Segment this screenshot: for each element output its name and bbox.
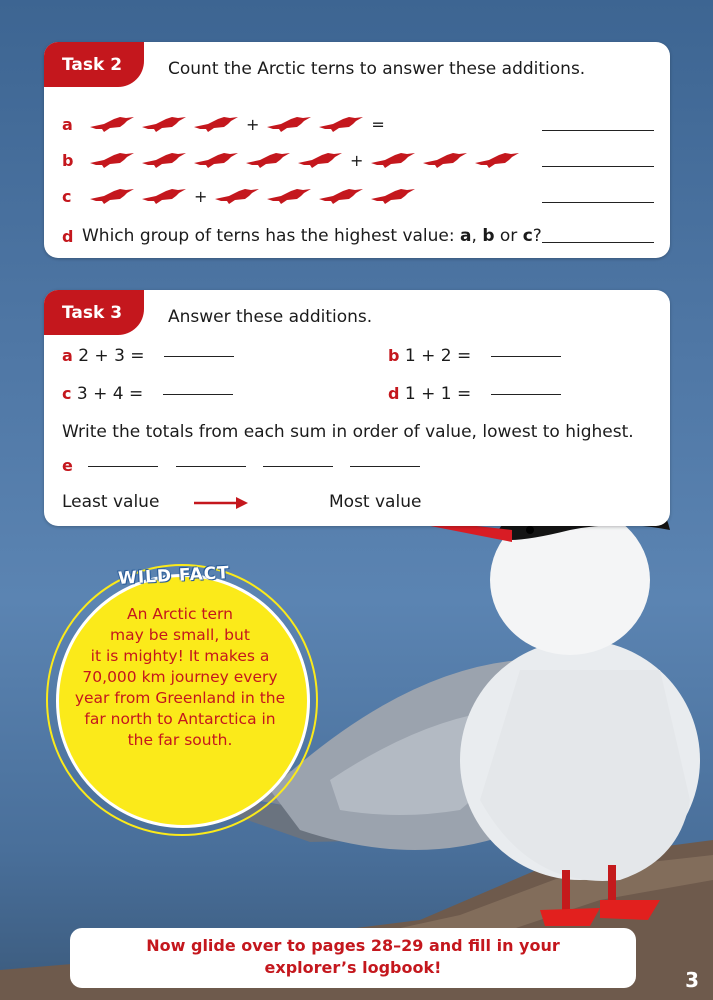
task-3-card (44, 290, 670, 526)
option-a: a (460, 226, 472, 246)
row-label: a (62, 346, 73, 365)
or-text: or (494, 226, 523, 246)
least-value-label: Least value (62, 492, 160, 512)
answer-blank[interactable] (491, 356, 561, 357)
plus-sign: + (350, 150, 364, 170)
sum-text: 2 + 3 = (78, 346, 145, 366)
task-2-card (44, 42, 670, 258)
tern-group (90, 185, 423, 207)
separator: , (471, 226, 483, 246)
arctic-tern-icon (194, 149, 238, 171)
answer-blank[interactable] (263, 466, 333, 467)
row-label: d (388, 384, 400, 403)
answer-blank[interactable] (164, 356, 234, 357)
order-instruction: Write the totals from each sum in order of value, lowest to highest. (62, 422, 634, 442)
equals-sign: = (371, 114, 385, 134)
tern-group (90, 149, 527, 171)
arctic-tern-icon (142, 185, 186, 207)
plus-sign: + (246, 114, 260, 134)
sum-c (62, 384, 233, 404)
row-label: c (62, 186, 72, 206)
sum-b (388, 346, 561, 366)
fact-line: An Arctic tern (127, 605, 233, 623)
fact-line: the far south. (127, 731, 233, 749)
sum-text: 1 + 2 = (404, 346, 472, 366)
row-label: b (388, 346, 400, 365)
option-c: c (522, 226, 533, 246)
fact-line: year from Greenland in the (74, 689, 286, 707)
arctic-tern-icon (267, 185, 311, 207)
row-label: a (62, 114, 73, 134)
arctic-tern-icon (298, 149, 342, 171)
row-label: e (62, 456, 73, 475)
arctic-tern-icon (319, 113, 363, 135)
task-2-tab: Task 2 (44, 42, 144, 87)
task-2-row-d (62, 226, 542, 246)
task-2-row-b (62, 149, 527, 171)
arctic-tern-icon (142, 149, 186, 171)
arctic-tern-icon (319, 185, 363, 207)
arctic-tern-icon (90, 113, 134, 135)
arctic-tern-icon (475, 149, 519, 171)
arctic-tern-icon (371, 185, 415, 207)
answer-line-b[interactable] (542, 166, 654, 167)
plus-sign: + (194, 186, 208, 206)
fact-line: may be small, but (110, 626, 250, 644)
answer-blank[interactable] (163, 394, 233, 395)
wild-fact-title: WILD FACT (117, 563, 231, 589)
banner-line-2: explorer’s logbook! (264, 958, 442, 977)
sum-text: 3 + 4 = (76, 384, 144, 404)
row-label: d (62, 226, 74, 246)
answer-blank[interactable] (176, 466, 246, 467)
option-b: b (482, 226, 495, 246)
sum-text: 1 + 1 = (404, 384, 472, 404)
page-number: 3 (685, 968, 699, 992)
task-2-row-c (62, 185, 423, 207)
sum-d (388, 384, 561, 404)
row-label: c (62, 384, 72, 403)
arctic-tern-icon (371, 149, 415, 171)
answer-line-d[interactable] (542, 242, 654, 243)
wild-fact-text (64, 604, 296, 751)
arctic-tern-icon (423, 149, 467, 171)
answer-blank[interactable] (350, 466, 420, 467)
task-2-row-a (62, 113, 393, 135)
question-text: Which group of terns has the highest value: (82, 226, 461, 246)
arctic-tern-icon (142, 113, 186, 135)
task-3-tab: Task 3 (44, 290, 144, 335)
task-3-instruction: Answer these additions. (168, 307, 373, 327)
answer-line-a[interactable] (542, 130, 654, 131)
task-2-instruction: Count the Arctic terns to answer these additions. (168, 59, 586, 79)
fact-line: 70,000 km journey every (82, 668, 278, 686)
arctic-tern-icon (90, 149, 134, 171)
row-label: b (62, 150, 74, 170)
tern-group (90, 113, 393, 135)
answer-line-c[interactable] (542, 202, 654, 203)
fact-line: it is mighty! It makes a (90, 647, 270, 665)
answer-blank[interactable] (88, 466, 158, 467)
arctic-tern-icon (267, 113, 311, 135)
sum-a (62, 346, 234, 366)
arctic-tern-icon (215, 185, 259, 207)
arctic-tern-icon (246, 149, 290, 171)
arctic-tern-icon (194, 113, 238, 135)
logbook-banner (70, 928, 636, 988)
most-value-label: Most value (329, 492, 422, 512)
banner-line-1: Now glide over to pages 28–29 and fill in your (146, 936, 560, 955)
answer-blank[interactable] (491, 394, 561, 395)
question-mark: ? (532, 226, 542, 246)
fact-line: far north to Antarctica in (84, 710, 276, 728)
arctic-tern-icon (90, 185, 134, 207)
order-row-e (62, 456, 420, 476)
arrow-right-icon (194, 494, 250, 512)
